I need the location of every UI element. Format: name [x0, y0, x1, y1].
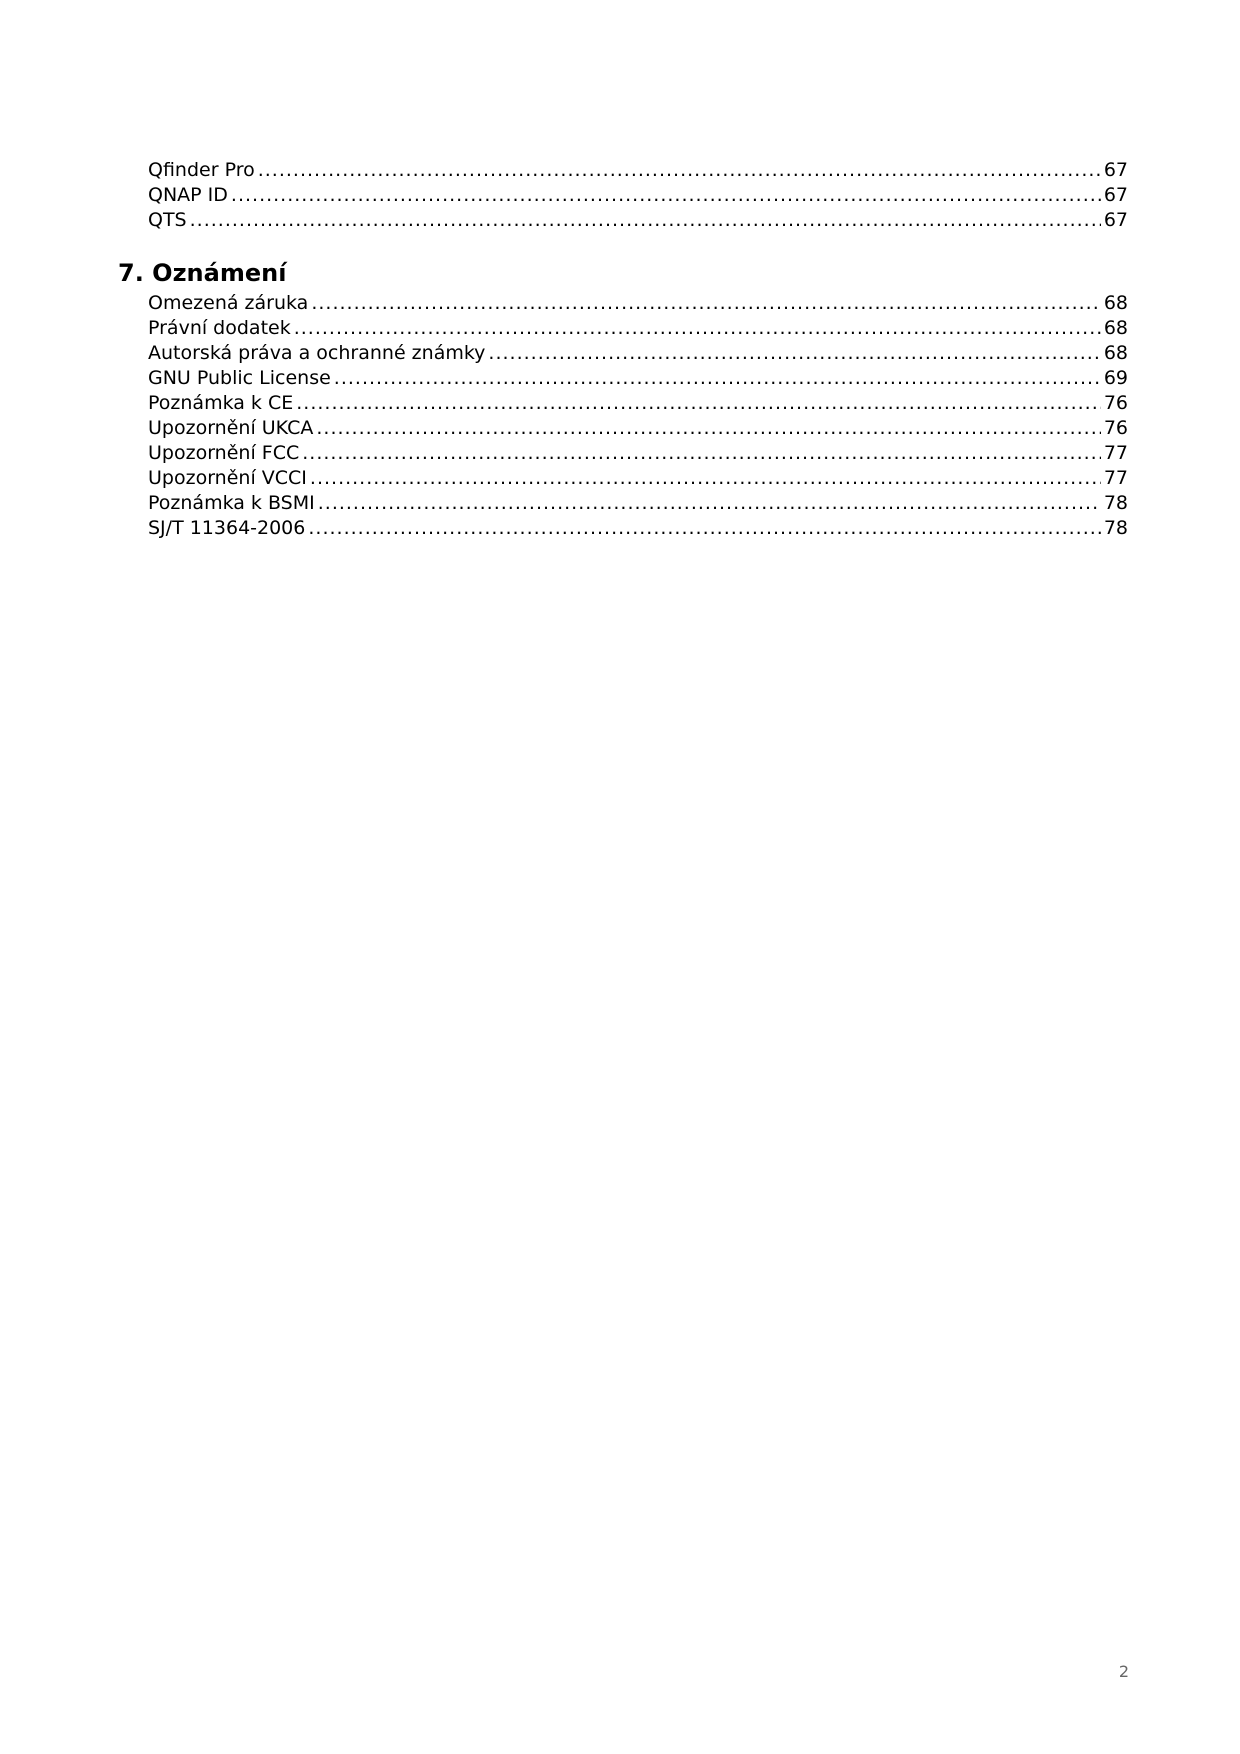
- toc-dot-leader: [311, 291, 1100, 316]
- toc-entry[interactable]: [148, 366, 1128, 391]
- toc-entry-label: QNAP ID: [148, 184, 228, 206]
- toc-dot-leader: [334, 366, 1101, 391]
- toc-entry[interactable]: [148, 316, 1128, 341]
- toc-entry-page: 78: [1103, 492, 1128, 514]
- toc-entry-page: 76: [1103, 417, 1128, 439]
- toc-dot-leader: [488, 341, 1100, 366]
- toc-entry-label: SJ/T 11364-2006: [148, 517, 306, 539]
- table-of-contents: [118, 158, 1128, 541]
- toc-dot-leader: [318, 491, 1101, 516]
- toc-entry-page: 68: [1103, 342, 1128, 364]
- toc-entry[interactable]: [148, 183, 1128, 208]
- toc-entry-label: Omezená záruka: [148, 292, 309, 314]
- toc-entry-page: 67: [1103, 159, 1128, 181]
- toc-entry[interactable]: [148, 341, 1128, 366]
- toc-entry-page: 77: [1103, 467, 1128, 489]
- toc-entry-page: 67: [1103, 184, 1128, 206]
- toc-entry-label: QTS: [148, 209, 187, 231]
- toc-entry-page: 67: [1103, 209, 1128, 231]
- toc-dot-leader: [294, 316, 1101, 341]
- toc-entry[interactable]: [148, 516, 1128, 541]
- toc-dot-leader: [302, 441, 1101, 466]
- toc-entry-label: Autorská práva a ochranné známky: [148, 342, 486, 364]
- toc-entry-label: Upozornění FCC: [148, 442, 300, 464]
- toc-entry-page: 69: [1103, 367, 1128, 389]
- toc-dot-leader: [258, 158, 1101, 183]
- toc-entry[interactable]: [148, 441, 1128, 466]
- toc-entry-label: Upozornění VCCI: [148, 467, 307, 489]
- toc-entry-label: GNU Public License: [148, 367, 331, 389]
- toc-entry[interactable]: [148, 416, 1128, 441]
- toc-entry-page: 76: [1103, 392, 1128, 414]
- toc-entry-label: Poznámka k CE: [148, 392, 294, 414]
- toc-dot-leader: [316, 416, 1100, 441]
- toc-entry-page: 68: [1103, 317, 1128, 339]
- toc-entry-label: Qfinder Pro: [148, 159, 255, 181]
- toc-entry[interactable]: [148, 291, 1128, 316]
- page-number: 2: [1118, 1662, 1129, 1681]
- toc-dot-leader: [296, 391, 1101, 416]
- toc-entry-page: 77: [1103, 442, 1128, 464]
- toc-dot-leader: [231, 183, 1101, 208]
- toc-entry[interactable]: [148, 491, 1128, 516]
- toc-entry-label: Upozornění UKCA: [148, 417, 314, 439]
- toc-entry[interactable]: [148, 208, 1128, 233]
- section-heading[interactable]: 7. Oznámení: [118, 259, 287, 287]
- toc-dot-leader: [190, 208, 1101, 233]
- toc-entry-label: Právní dodatek: [148, 317, 291, 339]
- toc-entry-page: 68: [1103, 292, 1128, 314]
- toc-entry-label: Poznámka k BSMI: [148, 492, 315, 514]
- toc-dot-leader: [310, 466, 1101, 491]
- toc-entry-page: 78: [1103, 517, 1128, 539]
- toc-dot-leader: [308, 516, 1100, 541]
- toc-entry[interactable]: [148, 466, 1128, 491]
- toc-entry[interactable]: [148, 391, 1128, 416]
- toc-entry[interactable]: [148, 158, 1128, 183]
